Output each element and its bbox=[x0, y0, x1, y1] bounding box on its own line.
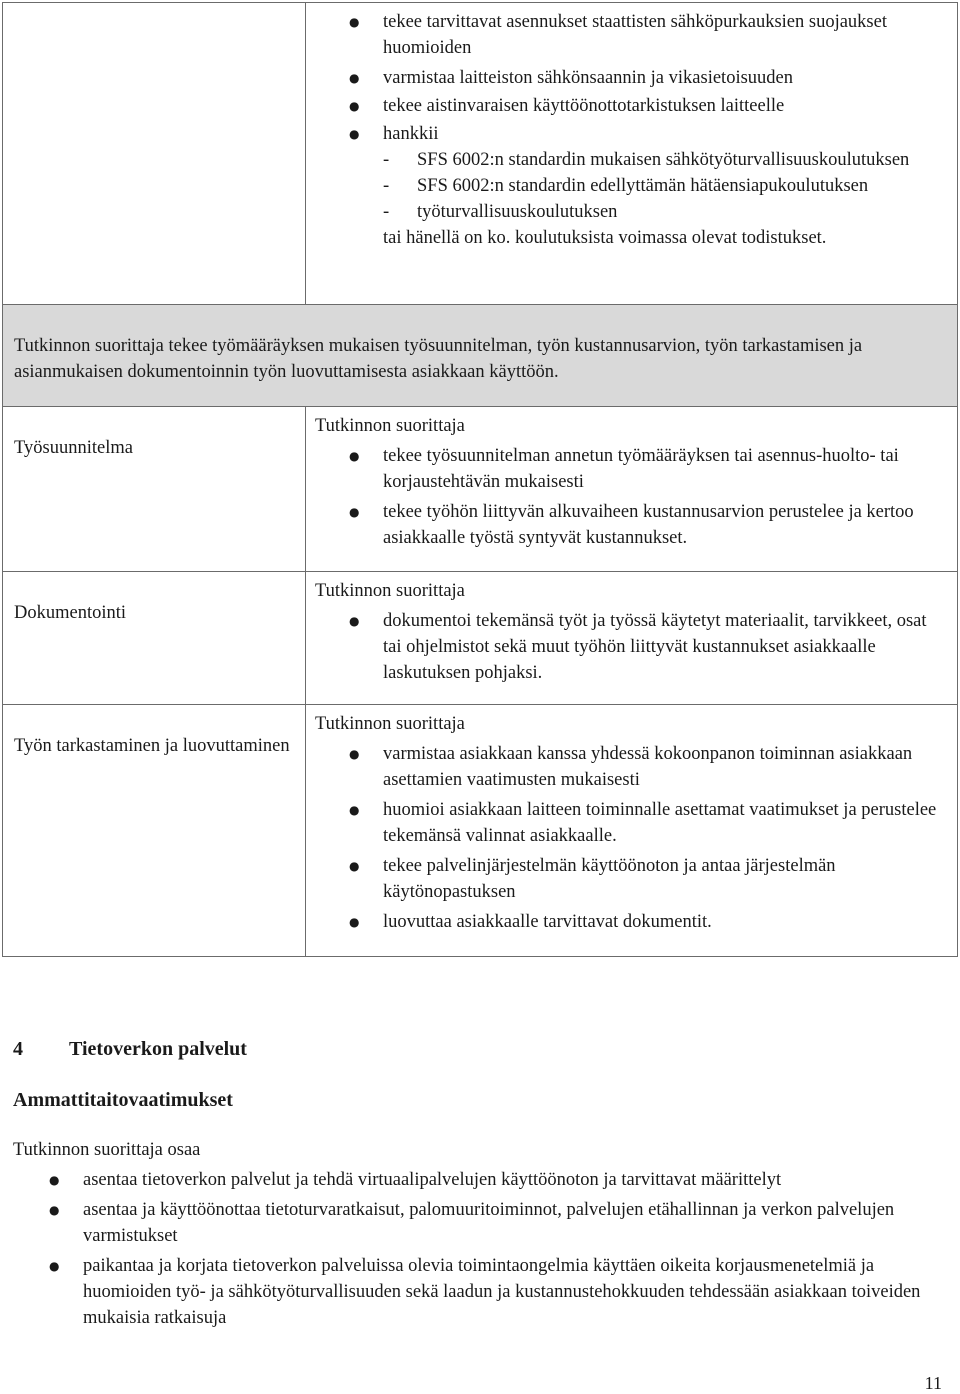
row-bullet-list bbox=[315, 608, 949, 686]
dash-list bbox=[383, 147, 949, 225]
row-label: Dokumentointi bbox=[14, 603, 127, 623]
list-item: ● asentaa ja käyttöönottaa tietoturvaratkaisut, palomuuritoiminnot, palvelujen etähallinnan ja verkon palvelujen varmistukset bbox=[13, 1197, 943, 1249]
table-row bbox=[3, 705, 958, 957]
list-item: ● tekee aistinvaraisen käyttöönottotarkistuksen laitteelle bbox=[315, 93, 949, 119]
list-item-tail: tai hänellä on ko. koulutuksista voimassa olevat todistukset. bbox=[383, 228, 827, 248]
row-lead: Tutkinnon suorittaja bbox=[315, 416, 465, 436]
list-item: ● tekee työhön liittyvän alkuvaiheen kustannusarvion perustelee ja kertoo asiakkaalle työstä syntyvät kustannukset. bbox=[315, 499, 949, 551]
list-item: ● tekee tarvittavat asennukset staattisten sähköpurkauksien suojaukset huomioiden bbox=[315, 9, 949, 61]
top-right-cell bbox=[306, 3, 958, 305]
row-label-cell bbox=[3, 407, 306, 572]
list-item: ● dokumentoi tekemänsä työt ja työssä käytetyt materiaalit, tarvikkeet, osat tai ohjelmistot sekä muut työhön liittyvät kustannukset asiakkaalle laskutuksen pohjaksi. bbox=[315, 608, 949, 686]
section-number: 4 bbox=[13, 1038, 23, 1060]
top-bullet-list bbox=[315, 9, 949, 251]
row-content-cell bbox=[306, 572, 958, 705]
section-4 bbox=[13, 1036, 943, 1331]
table-row bbox=[3, 407, 958, 572]
page-number: 11 bbox=[924, 1373, 942, 1393]
row-content-cell bbox=[306, 705, 958, 957]
list-item: ● tekee palvelinjärjestelmän käyttöönoton ja antaa järjestelmän käytönopastuksen bbox=[315, 853, 949, 905]
table-row bbox=[3, 305, 958, 407]
row-lead: Tutkinnon suorittaja bbox=[315, 714, 465, 734]
dash-item: - SFS 6002:n standardin edellyttämän hätäensiapukoulutuksen bbox=[383, 173, 949, 199]
section-title: Tietoverkon palvelut bbox=[69, 1038, 247, 1060]
list-item bbox=[315, 121, 949, 251]
row-label-cell bbox=[3, 705, 306, 957]
list-item: ● varmistaa laitteiston sähkönsaannin ja vikasietoisuuden bbox=[315, 65, 949, 91]
row-label: Työn tarkastaminen ja luovuttaminen bbox=[14, 736, 290, 756]
dash-item: - työturvallisuuskoulutuksen bbox=[383, 199, 949, 225]
section-lead: Tutkinnon suorittaja osaa bbox=[13, 1140, 201, 1160]
section-heading bbox=[13, 1036, 943, 1062]
row-label: Työsuunnitelma bbox=[14, 438, 133, 458]
table-row bbox=[3, 572, 958, 705]
empty-left-cell bbox=[3, 3, 306, 305]
row-content-cell bbox=[306, 407, 958, 572]
row-bullet-list bbox=[315, 741, 949, 935]
row-lead: Tutkinnon suorittaja bbox=[315, 581, 465, 601]
list-item-label: ● hankkii bbox=[383, 124, 439, 144]
requirements-table bbox=[2, 2, 958, 957]
row-label-cell bbox=[3, 572, 306, 705]
list-item: ● asentaa tietoverkon palvelut ja tehdä virtuaalipalvelujen käyttöönoton ja tarvittavat määrittelyt bbox=[13, 1167, 943, 1193]
gray-intro-text: Tutkinnon suorittaja tekee työmääräyksen mukaisen työsuunnitelman, työn kustannusarvion, työn tarkastamisen ja asianmukaisen dokumentoinnin työn luovuttamisesta asiakkaan käyttöön. bbox=[14, 336, 863, 382]
list-item: ● huomioi asiakkaan laitteen toiminnalle asettamat vaatimukset ja perustelee tekemänsä valinnat asiakkaalle. bbox=[315, 797, 949, 849]
table-row bbox=[3, 3, 958, 305]
list-item: ● luovuttaa asiakkaalle tarvittavat dokumentit. bbox=[315, 909, 949, 935]
list-item: ● tekee työsuunnitelman annetun työmääräyksen tai asennus-huolto- tai korjaustehtävän mukaisesti bbox=[315, 443, 949, 495]
list-item: ● paikantaa ja korjata tietoverkon palveluissa olevia toimintaongelmia käyttäen oikeita korjausmenetelmiä ja huomioiden työ- ja sähkötyöturvallisuuden sekä laadun ja kustannustehokkuuden tehdessään asiakkaan toiveiden mukaisia ratkaisuja bbox=[13, 1253, 943, 1331]
list-item: ● varmistaa asiakkaan kanssa yhdessä kokoonpanon toiminnan asiakkaan asettamien vaatimusten mukaisesti bbox=[315, 741, 949, 793]
section-bullet-list bbox=[13, 1167, 943, 1331]
row-bullet-list bbox=[315, 443, 949, 551]
subheading: Ammattitaitovaatimukset bbox=[13, 1089, 233, 1111]
dash-item: - SFS 6002:n standardin mukaisen sähkötyöturvallisuuskoulutuksen bbox=[383, 147, 949, 173]
gray-intro-cell bbox=[3, 305, 958, 407]
